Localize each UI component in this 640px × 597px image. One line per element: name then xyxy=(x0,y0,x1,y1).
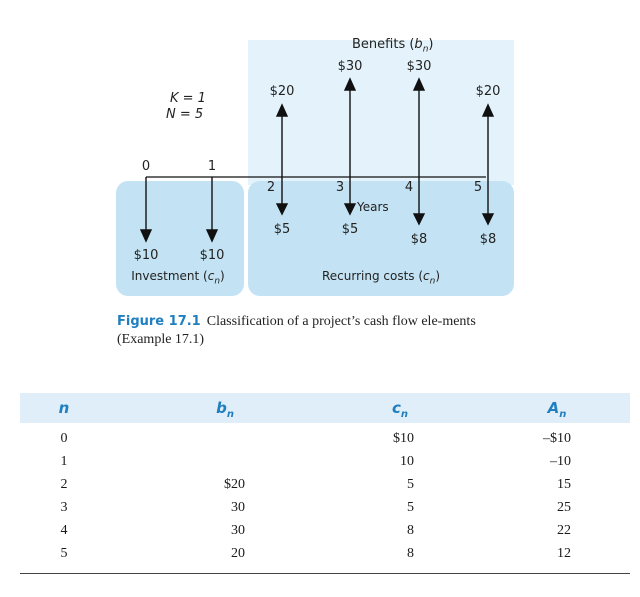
table-row xyxy=(20,450,630,473)
cell-n: 5 xyxy=(60,546,68,561)
table-row xyxy=(20,542,630,565)
param-k: K = 1 xyxy=(170,91,206,106)
period-label-3: 3 xyxy=(335,180,345,195)
cell-n: 2 xyxy=(60,477,68,492)
benefit-value-2: $20 xyxy=(269,84,295,99)
param-n: N = 5 xyxy=(166,107,204,122)
period-label-0: 0 xyxy=(141,159,151,174)
table-bottom-rule xyxy=(20,573,630,574)
cash-flow-table xyxy=(20,393,630,575)
investment-label: Investment $(c_n)$ xyxy=(131,269,225,287)
cost-value-0: $10 xyxy=(133,248,159,263)
table-row xyxy=(20,496,630,519)
header-bn: $b_n$ xyxy=(216,399,234,420)
cell-b: 20 xyxy=(231,546,245,561)
figure-number: Figure 17.1 xyxy=(117,314,201,329)
cell-a: –10 xyxy=(550,454,571,469)
table-row xyxy=(20,473,630,496)
recurring-costs-label: Recurring costs $(c_n)$ xyxy=(321,269,441,287)
cell-a: –$10 xyxy=(543,431,571,446)
cell-n: 4 xyxy=(60,523,68,538)
table-row xyxy=(20,519,630,542)
cell-c: 10 xyxy=(400,454,414,469)
benefits-label: Benefits $(b_n)$ xyxy=(352,37,434,55)
cell-c: 5 xyxy=(407,477,414,492)
benefit-value-4: $30 xyxy=(406,59,432,74)
cost-value-1: $10 xyxy=(199,248,225,263)
cost-value-2: $5 xyxy=(273,222,291,237)
benefits-region xyxy=(248,40,514,185)
header-an: $A_n$ xyxy=(547,399,567,420)
cell-c: 8 xyxy=(407,523,414,538)
benefit-value-5: $20 xyxy=(475,84,501,99)
period-label-2: 2 xyxy=(266,180,276,195)
cell-b: 30 xyxy=(231,500,245,515)
cell-a: 25 xyxy=(557,500,571,515)
cell-n: 1 xyxy=(60,454,68,469)
cell-b: $20 xyxy=(224,477,245,492)
header-n: n xyxy=(58,399,70,417)
table-row xyxy=(20,427,630,450)
cost-value-5: $8 xyxy=(479,232,497,247)
cell-b: 30 xyxy=(231,523,245,538)
table-header xyxy=(20,393,630,423)
cell-n: 0 xyxy=(60,431,68,446)
cost-value-3: $5 xyxy=(341,222,359,237)
period-label-1: 1 xyxy=(207,159,217,174)
cell-c: 8 xyxy=(407,546,414,561)
cost-value-4: $8 xyxy=(410,232,428,247)
period-label-5: 5 xyxy=(473,180,483,195)
cell-a: 12 xyxy=(557,546,571,561)
cell-n: 3 xyxy=(60,500,68,515)
cell-c: 5 xyxy=(407,500,414,515)
benefit-value-3: $30 xyxy=(337,59,363,74)
figure-caption xyxy=(117,313,497,349)
header-cn: $c_n$ xyxy=(391,399,409,420)
years-label: Years xyxy=(357,200,389,214)
table-body xyxy=(20,423,630,575)
cell-a: 15 xyxy=(557,477,571,492)
cell-a: 22 xyxy=(557,523,571,538)
period-label-4: 4 xyxy=(404,180,414,195)
cell-c: $10 xyxy=(393,431,414,446)
caption-text: Classification of a project’s cash flow ele-ments (Example 17.1) xyxy=(117,314,476,347)
